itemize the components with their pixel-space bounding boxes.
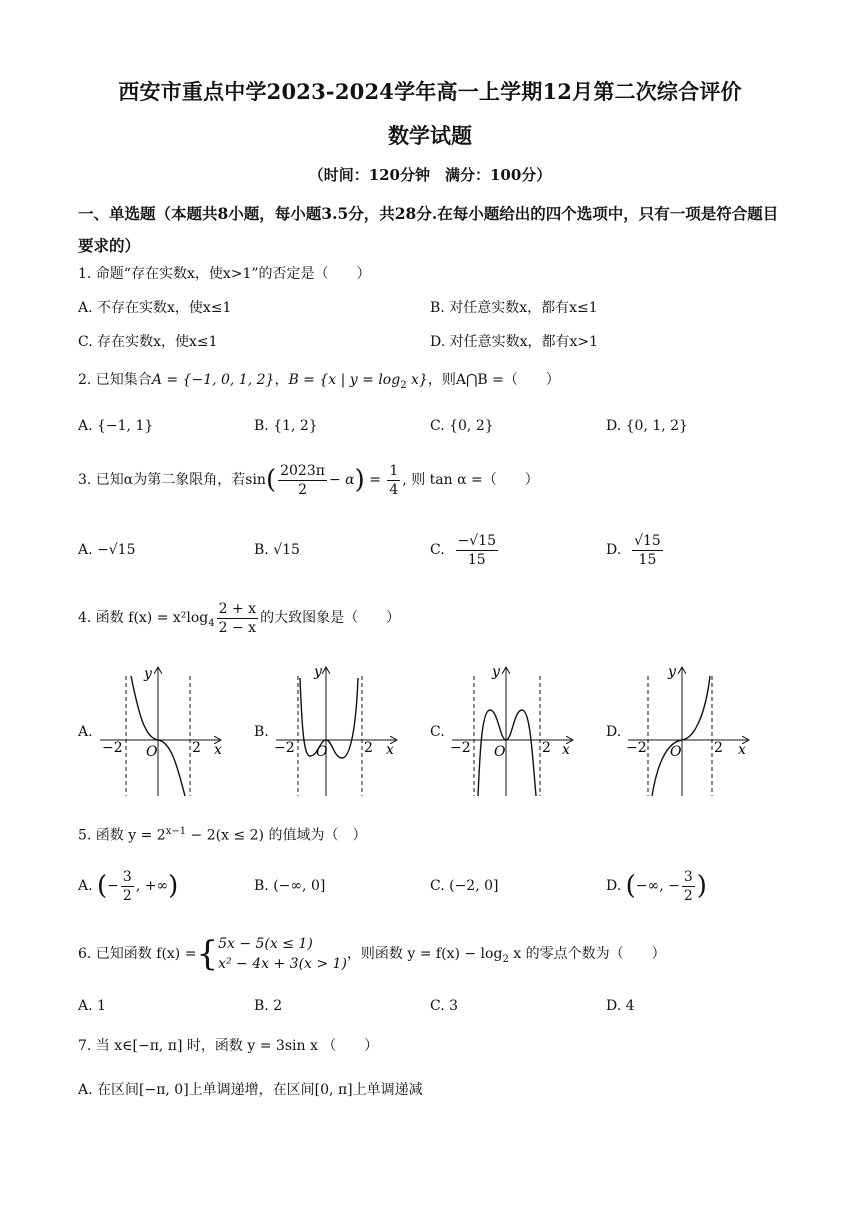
- graph-c-pos-2: 2: [542, 740, 551, 756]
- question-6-option-d[interactable]: D. 4: [606, 998, 635, 1014]
- question-3-equals: =: [364, 472, 386, 488]
- graph-d-y-label: y: [668, 664, 676, 680]
- question-2-log-base: 2: [400, 379, 407, 391]
- question-2-prefix: 2. 已知集合: [78, 372, 152, 388]
- question-3-option-d[interactable]: D. $\frac{√15}{15}$: [606, 532, 661, 568]
- question-4-ask: 的大致图象是（ ）: [260, 610, 401, 626]
- graph-d-x-label: x: [738, 742, 746, 758]
- question-4-graph-b[interactable]: [272, 660, 402, 800]
- question-4-prefix: 4. 函数 f(x) = x²log: [78, 610, 209, 626]
- question-3-option-b[interactable]: B. √15: [254, 542, 300, 558]
- graph-a-y-label: y: [144, 666, 152, 682]
- exam-meta: （时间：120分钟 满分：100分）: [308, 166, 552, 184]
- question-6-prefix: 6. 已知函数 f(x) =: [78, 946, 197, 962]
- question-2-option-c[interactable]: C. {0, 2}: [430, 418, 494, 434]
- question-5-stem: [78, 822, 366, 846]
- question-1-option-c[interactable]: C. 存在实数x，使x≤1: [78, 334, 218, 350]
- question-6-log-base: 2: [502, 953, 509, 965]
- graph-a-pos-2: 2: [192, 740, 201, 756]
- question-4-label-d[interactable]: D.: [606, 724, 622, 740]
- question-7-stem: 7. 当 x∈[−π, π] 时，函数 y = 3sin x （ ）: [78, 1038, 379, 1054]
- graph-a-neg-2: −2: [102, 740, 123, 756]
- question-2-set-a: A = {−1, 0, 1, 2}: [151, 372, 275, 388]
- question-5-option-a[interactable]: A. (− $\frac{3}{2}$ , +∞): [78, 868, 179, 904]
- question-6-option-b[interactable]: B. 2: [254, 998, 283, 1014]
- graph-b-origin: O: [316, 744, 328, 760]
- question-4-graph-d[interactable]: [624, 660, 754, 800]
- question-1-stem: 1. 命题“存在实数x，使x>1”的否定是（ ）: [78, 266, 371, 282]
- question-5-option-c[interactable]: C. (−2, 0]: [430, 878, 499, 894]
- graph-c-origin: O: [494, 744, 506, 760]
- question-1-option-b[interactable]: B. 对任意实数x，都有x≤1: [430, 300, 598, 316]
- question-7-option-a[interactable]: A. 在区间[−π, 0]上单调递增，在区间[0, π]上单调递减: [78, 1082, 423, 1098]
- graph-c-neg-2: −2: [450, 740, 471, 756]
- question-5-option-d[interactable]: D. (−∞, − $\frac{3}{2}$ ): [606, 868, 707, 904]
- question-3-rhs-fraction: $\frac{1}{4}$: [389, 462, 399, 498]
- question-2-stem: [78, 370, 560, 396]
- graph-d-pos-2: 2: [714, 740, 723, 756]
- question-5-prefix: 5. 函数 y = 2: [78, 827, 166, 844]
- question-6-ask-tail: x 的零点个数为（ ）: [508, 946, 666, 962]
- graph-b-y-label: y: [314, 664, 322, 680]
- question-2-ask: ，则A⋂B =（ ）: [427, 372, 560, 388]
- graph-b-pos-2: 2: [364, 740, 373, 756]
- question-2-sep: ，: [274, 372, 289, 388]
- graph-a-x-label: x: [214, 742, 222, 758]
- question-2-set-b: B = {x | y = log: [288, 372, 401, 388]
- question-6-option-c[interactable]: C. 3: [430, 998, 459, 1014]
- question-6-stem: 6. 已知函数 f(x) ={ 5x − 5(x ≤ 1) x² − 4x + 3(x > 1) ，则函数 $y = f(x) - \log_2 x$ 的零点个数为（ ）: [78, 934, 666, 974]
- exam-title: 西安市重点中学2023-2024学年高一上学期12月第二次综合评价: [118, 79, 742, 104]
- question-3-option-a[interactable]: A. −√15: [78, 542, 136, 558]
- question-4-label-c[interactable]: C.: [430, 724, 445, 740]
- question-1-option-a[interactable]: A. 不存在实数x，使x≤1: [78, 300, 232, 316]
- question-4-graph-a[interactable]: [96, 660, 226, 800]
- question-2-option-b[interactable]: B. {1, 2}: [254, 418, 318, 434]
- graph-d-neg-2: −2: [626, 740, 647, 756]
- question-3-option-c[interactable]: C. $\frac{-√15}{15}$: [430, 532, 497, 568]
- question-4-graph-c[interactable]: [448, 660, 578, 800]
- question-6-option-a[interactable]: A. 1: [78, 998, 106, 1014]
- question-1-option-d[interactable]: D. 对任意实数x，都有x>1: [430, 334, 599, 350]
- question-2-option-d[interactable]: D. {0, 1, 2}: [606, 418, 688, 434]
- question-2-set-b-tail: x}: [406, 372, 428, 388]
- section-heading: 一、单选题（本题共8小题，每小题3.5分，共28分.在每小题给出的四个选项中，只有一项是符合题目要求的）: [78, 204, 779, 255]
- question-3-minus-alpha: − α: [328, 472, 355, 488]
- question-6-ask: ，则函数 y = f(x) − log: [346, 946, 503, 962]
- graph-b-x-label: x: [386, 742, 394, 758]
- question-3-angle-fraction: $\frac{2023\pi}{2}$: [280, 462, 325, 498]
- question-4-log-base: 4: [208, 617, 215, 629]
- question-4-label-b[interactable]: B.: [254, 724, 269, 740]
- graph-d-origin: O: [670, 744, 682, 760]
- graph-c-y-label: y: [492, 664, 500, 680]
- graph-b-neg-2: −2: [274, 740, 295, 756]
- question-6-piecewise: 5x − 5(x ≤ 1) x² − 4x + 3(x > 1): [218, 936, 347, 972]
- question-4-stem: [78, 596, 400, 646]
- graph-c-x-label: x: [562, 742, 570, 758]
- graph-a-origin: O: [146, 744, 158, 760]
- question-4-label-a[interactable]: A.: [78, 724, 93, 740]
- question-3-stem: 3. 已知α为第二象限角，若sin( $\frac{2023\pi}{2}$ − α) = $\frac{1}{4}$ , 则 tan α =（ ）: [78, 462, 539, 498]
- question-5-exponent: x−1: [165, 826, 187, 837]
- question-3-ask: , 则 tan α =（ ）: [402, 472, 539, 488]
- question-5-option-b[interactable]: B. (−∞, 0]: [254, 878, 326, 894]
- question-2-option-a[interactable]: A. {−1, 1}: [78, 418, 154, 434]
- question-4-fraction: $\frac{2 + x}{2 - x}$: [218, 600, 257, 636]
- question-5-tail: − 2(x ≤ 2) 的值域为（ ）: [186, 827, 367, 844]
- exam-subtitle: 数学试题: [388, 123, 472, 148]
- question-3-prefix: 3. 已知α为第二象限角，若sin: [78, 472, 266, 488]
